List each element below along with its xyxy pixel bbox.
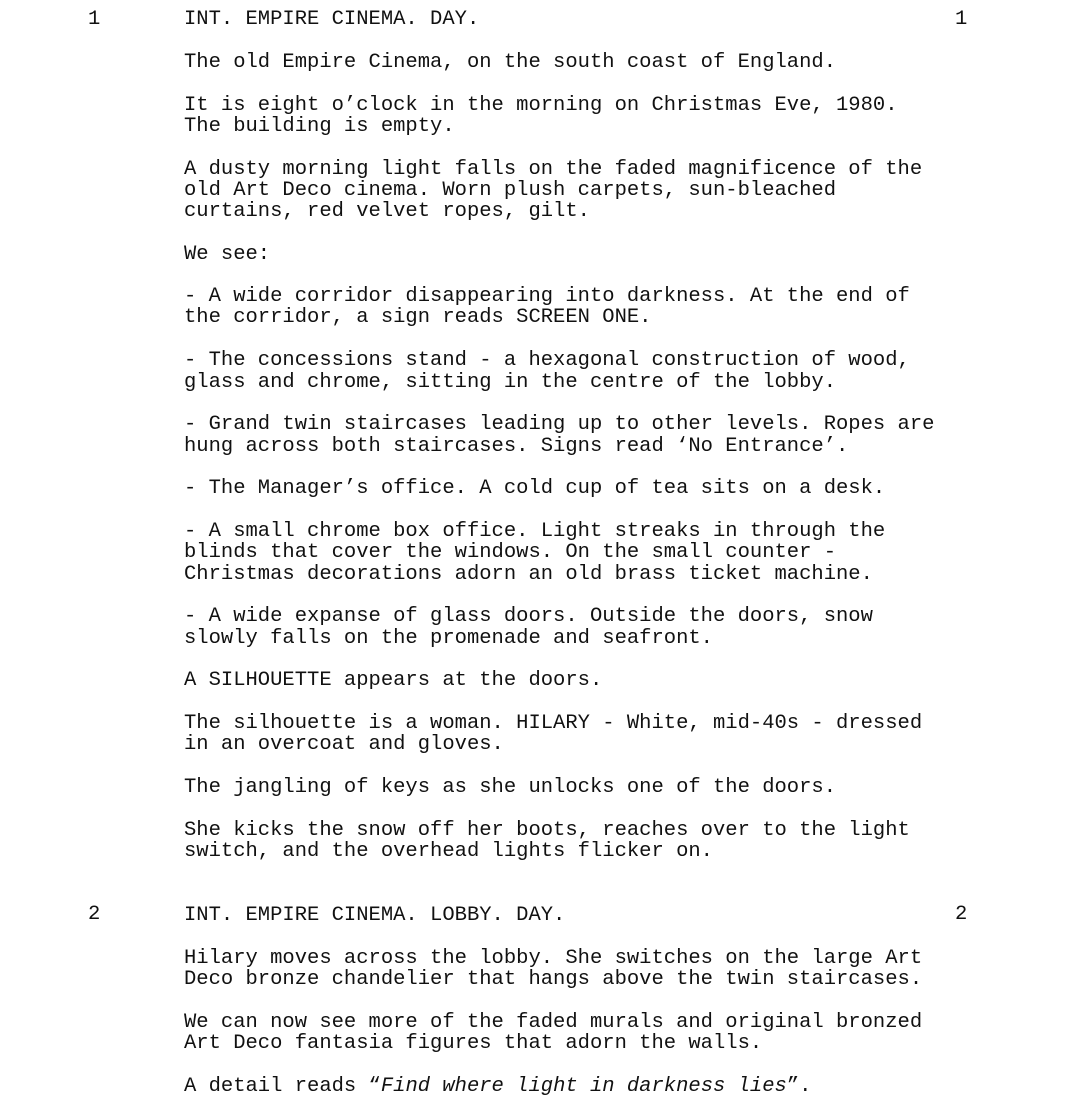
action-line: Christmas decorations adorn an old brass ticket machine.: [184, 563, 873, 586]
action-line: in an overcoat and gloves.: [184, 733, 504, 756]
action-line: slowly falls on the promenade and seafront.: [184, 627, 713, 650]
scene-2-heading: INT. EMPIRE CINEMA. LOBBY. DAY.: [184, 904, 566, 927]
action-line: A dusty morning light falls on the faded magnificence of the: [184, 158, 923, 181]
action-line: Hilary moves across the lobby. She switches on the large Art: [184, 947, 923, 970]
action-line: - The Manager’s office. A cold cup of tea sits on a desk.: [184, 477, 886, 500]
action-line: Deco bronze chandelier that hangs above the twin staircases.: [184, 968, 923, 991]
scene-1-heading: INT. EMPIRE CINEMA. DAY.: [184, 8, 480, 31]
action-line: - The concessions stand - a hexagonal construction of wood,: [184, 349, 910, 372]
action-line: The jangling of keys as she unlocks one of the doors.: [184, 776, 837, 799]
action-line: glass and chrome, sitting in the centre of the lobby.: [184, 371, 837, 394]
detail-prefix: A detail reads “: [184, 1075, 381, 1098]
action-line: hung across both staircases. Signs read ‘No Entrance’.: [184, 435, 849, 458]
action-line: old Art Deco cinema. Worn plush carpets, sun-bleached: [184, 179, 837, 202]
action-line: switch, and the overhead lights flicker on.: [184, 840, 713, 863]
action-line: The old Empire Cinema, on the south coast of England.: [184, 51, 837, 74]
scene-2-number-left: 2: [88, 903, 101, 926]
action-line: - A small chrome box office. Light streaks in through the: [184, 520, 886, 543]
action-line: blinds that cover the windows. On the small counter -: [184, 541, 837, 564]
scene-1-number-right: 1: [955, 8, 968, 31]
action-line: - Grand twin staircases leading up to other levels. Ropes are: [184, 413, 935, 436]
action-line: A SILHOUETTE appears at the doors.: [184, 669, 603, 692]
action-line: - A wide expanse of glass doors. Outside the doors, snow: [184, 605, 873, 628]
action-line: - A wide corridor disappearing into darkness. At the end of: [184, 285, 910, 308]
action-line: The building is empty.: [184, 115, 455, 138]
action-line: We see:: [184, 243, 271, 266]
action-line: The silhouette is a woman. HILARY - White, mid-40s - dressed: [184, 712, 923, 735]
action-line: the corridor, a sign reads SCREEN ONE.: [184, 306, 652, 329]
action-line: curtains, red velvet ropes, gilt.: [184, 200, 590, 223]
action-line: We can now see more of the faded murals and original bronzed: [184, 1011, 923, 1034]
scene-1-number-left: 1: [88, 8, 101, 31]
detail-suffix: ”.: [786, 1075, 812, 1098]
action-line-detail: [184, 1076, 811, 1098]
detail-quote: Find where light in darkness lies: [380, 1075, 787, 1098]
action-line: She kicks the snow off her boots, reaches over to the light: [184, 819, 910, 842]
action-line: Art Deco fantasia figures that adorn the walls.: [184, 1032, 763, 1055]
action-line: It is eight o’clock in the morning on Christmas Eve, 1980.: [184, 94, 898, 117]
scene-2-number-right: 2: [955, 903, 968, 926]
